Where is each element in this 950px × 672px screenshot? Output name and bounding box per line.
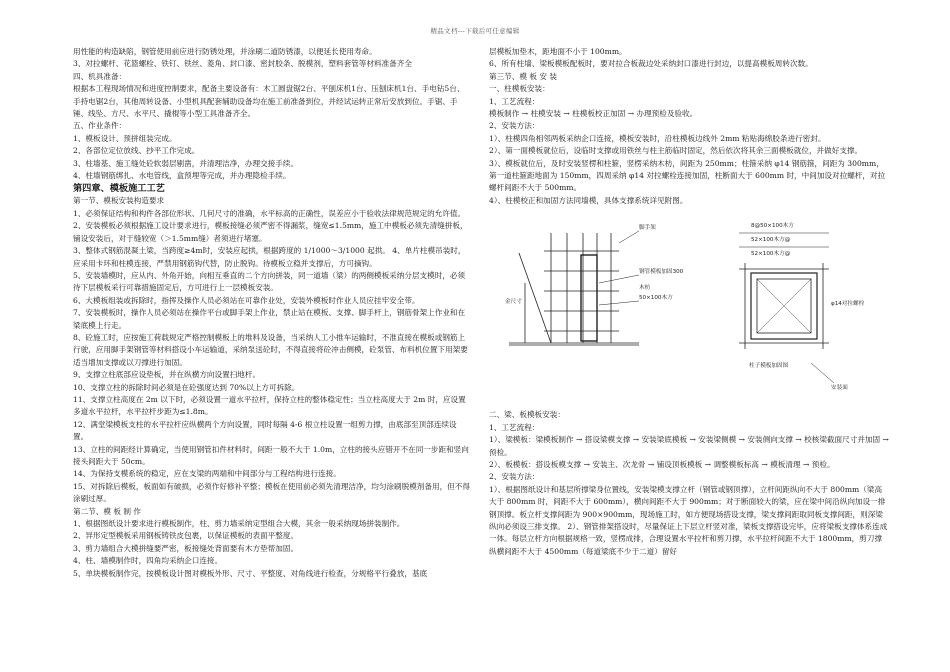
paragraph: 二、梁、板模板安装： — [489, 410, 565, 420]
paragraph: 2）、第一面模板就位后，设临时支撑或用铁丝与柱主筋临时固定，然后依次将其余三面模板就位，并做好支撑。 — [489, 146, 863, 156]
paragraph: 3）、模板就位后，及时安装竖楞和柱箍，竖楞采纳木枋，间距为 250mm；柱箍采纳 φ14 钢筋箍，间距为 300mm，第一道柱箍距地面为 150mm，四周采纳 φ14 对拉螺栓连接加固，柱断面大于 600mm 时，中间加设对拉螺杆，对拉螺杆间距不大于 500mm。 — [489, 158, 886, 193]
header-note: 精品文档---下载后可任意编辑 — [430, 27, 520, 35]
paragraph: 1）、梁模板：梁模板制作 → 搭设梁模支撑 → 安装梁底模板 → 安装梁侧模 → 安装侧向支撑 → 校核梁截面尺寸并加固 → 预检。 — [489, 435, 889, 457]
leader-bottom — [811, 363, 834, 383]
figure-caption: 柱子模板加固图 — [749, 363, 789, 370]
right-column-top-text — [489, 46, 889, 207]
paragraph: 6、所有柱墙、梁板模板配板时，要对拉合板裁边处采纳封口漆进行封边，以提高模板周转次数。 — [489, 59, 813, 69]
paragraph: 2、安装方法： — [489, 121, 540, 131]
leader-batten — [599, 301, 639, 305]
brace-line — [519, 253, 551, 343]
paragraph: 8、砼施工时，应按施工荷载规定严格控制模板上的堆料及设备，当采纳人工小推车运输时，不准直接在模板或钢筋上行驶，应用脚手架钢管等材料搭设小车运输道，采纳泵送砼时，不得直接将砼冲击侧模，砼泵管、布料机位置下用架要适当增加支撑或以刀撑进行加固。 — [73, 332, 468, 367]
paragraph: 第一节、模板安装构造要求 — [73, 196, 165, 206]
paragraph: 五、作业条件： — [73, 121, 127, 131]
formwork-drawing — [489, 213, 889, 409]
paragraph: 15、对拆除后模板，板面如有破损，必须作好修补平整；模板在使用前必须先清理洁净，均匀涂刷脱模剂备用，但不得涂刷过厚。 — [73, 481, 470, 504]
formwork-figure — [489, 213, 889, 409]
paragraph: 层模板加垫木，距地面不小于 100mm。 — [489, 47, 627, 56]
paragraph: 1、根据图纸设计要求进行模板制作，柱、剪力墙采纳定型组合大模，其余一般采纳现场拼装制作。 — [73, 519, 405, 529]
paragraph: 模板制作 → 柱模安装 → 柱模板校正加固 → 办理预检及验收。 — [489, 109, 698, 119]
scaffold-elevation — [509, 231, 639, 345]
paragraph: 第二节、模 板 制 作 — [73, 506, 141, 516]
label-floor-left: 金尺寸 — [505, 299, 522, 306]
paragraph: 4、柱、墙模制作时，四角均采纳企口连接。 — [73, 556, 223, 566]
label-wood-size: 50×100木方 — [639, 295, 673, 302]
paragraph: 2、安装方法： — [489, 472, 540, 482]
paragraph: 第四章、模板施工工艺 — [73, 183, 165, 195]
paragraph: 1、工艺流程： — [489, 96, 540, 106]
label-scaffold: 脚手架 — [639, 225, 656, 232]
paragraph: 3、剪力墙组合大模拼缝要严密，板接缝处背面要有木方垫帮加固。 — [73, 543, 299, 553]
label-column-box: 钢管模板加固300 — [639, 269, 684, 276]
paragraph: 11、支撑立柱高度在 2m 以下时，必须设置一道水平拉杆，保持立柱的整体稳定性；当立柱高度大于 2m 时，应设置多道水平拉杆，水平拉杆步距为≤1.8m。 — [73, 394, 466, 417]
label-right-top: 8@50×100木方 — [751, 223, 794, 230]
paragraph: 2、异形定型模板采用钢板铸铁皮包裹，以保证模板的表面平整度。 — [73, 531, 299, 541]
paragraph: 1）、根据图纸设计和基层所撑梁身位置线，安装梁模支撑立杆（钢管或钢顶撑），立杆间距纵向不大于 800mm（梁高大于 800mm 时，间距不大于 600mm），横向间距不大于 900mm；对于断面较大的梁，应在梁中间沿纵向加设一排钢顶撑。板立杆支撑间距为 900×900mm，现场施工时，如方便现场搭设支撑，梁支撑间距取同板支撑间距，则深梁纵向必须设三排支撑。 2）、钢管排架搭设时，尽量保证上下层立杆竖对准，梁板支撑搭设完毕，应将梁板支撑体系连成一体。每层立杆方向根据规格一致，竖楞成排，合理设置水平拉杆和剪刀撑，水平拉杆间距不大于 1800mm，剪刀撑纵横间距不大于 4500mm（每道梁底不少于二道）留好 — [489, 484, 888, 556]
paragraph: 9、支撑立柱底部应设垫板，并在纵横方向设置扫地杆。 — [73, 370, 261, 380]
paragraph: 3、对拉螺杆、花篮螺栓、铁钉、铁丝、菱角、封口漆、密封胶条、脱模剂，塑料套管等材料准备齐全 — [73, 59, 412, 69]
paragraph: 1、工艺流程： — [489, 422, 540, 432]
paragraph: 13、立柱的间距经计算确定，当使用钢管扣件材料时，间距一般不大于 1.0m，立柱的接头应错开不在同一步距和竖向接头间距大于 50cm。 — [73, 444, 469, 466]
paragraph: 1）、柱模四角相邻两板采纳企口连接，模板安装时，沿柱模板边线外 2mm 粘贴海绵胶条进行密封。 — [489, 133, 826, 143]
paragraph: 7、安装模板时，操作人员必须站在操作平台或脚手架上作业，禁止站在模板、支撑、脚手杆上，钢筋骨架上作业和在梁底模上行走。 — [73, 308, 466, 330]
paragraph: 2）、板模板：搭设板模支撑 → 安装主、次龙骨 → 铺设顶板模板 → 调整模板标高 → 模板清理 → 预检。 — [489, 459, 835, 469]
paragraph: 第三节、模 板 安 装 — [489, 71, 557, 81]
label-right-dim2: 52×100木方@ — [751, 251, 791, 258]
paragraph: 3、柱墙基、施工缝处砼软弱层剔凿，并清理洁净，办理交接手续。 — [73, 158, 299, 168]
right-column — [489, 46, 889, 558]
paragraph: 14、为保持支模系统的稳定，应在支梁的两端和中间部分与工程结构进行连接。 — [73, 469, 341, 479]
paragraph: 12、满堂梁模板支柱的水平拉杆应纵横两个方向设置，同时每隔 4-6 根立柱设置一组剪力撑，由底部至顶部连续设置。 — [73, 419, 457, 442]
paragraph: 2、各部位定位放线、抄平工作完成。 — [73, 146, 200, 156]
paragraph: 5、安装墙模时，应从内、外角开始，向相互垂直的二个方向拼装，同一道墙（梁）的两侧模板采纳分层支模时，必须待下层模板采行可靠措施固定后，方可进行上一层模板安装。 — [73, 270, 466, 293]
label-bottom-right: 安装面 — [831, 385, 848, 392]
paragraph: 四、机具准备： — [73, 71, 127, 81]
paragraph: 用性能的构造缺陷，钢管使用前应进行防锈处理，并涂刷二道防锈漆，以便延长使用寿命。 — [73, 47, 377, 56]
paragraph: 6、大模板组装或拆除时，指挥及操作人员必须站在可靠作业处，安装外模板时作业人员应挂牢安全带。 — [73, 295, 420, 305]
label-right-side: φ14对拉螺栓 — [831, 301, 865, 308]
paragraph: 1、必须保证结构和构件各部位形状、几何尺寸的准确，水平标高的正确性，误差应小于验收法律规范规定的允许值。 — [73, 208, 466, 218]
paragraph: 根据本工程现场情况和进度控制要求，配备主要设备有：木工圆盘锯2台、平刨床机1台、压刨床机1台、手电钻5台、手持电锯2台，其他周转设备、小型机具配套辅助设备均在施工前准备到位，并经试运转正常后安放到位。手锯、手锤、线坠、方尺、水平尺、撬棍等小型工具准备齐全。 — [73, 84, 465, 119]
leader-column — [599, 275, 639, 283]
paragraph: 10、支撑立柱的拆除时间必须是在砼强度达到 70%以上方可拆除。 — [73, 382, 300, 392]
right-column-bottom-text — [489, 409, 889, 558]
paragraph: 3、整体式钢筋混凝土梁，当跨度≥4m时，安装应起拱，根据跨度的 1/1000～3/1000 起拱。 4、单片柱模吊装时，应采用卡环和柱模连接，严禁用钢筋钩代替，防止脱钩。待模板立稳并支撑后，方可摘钩。 — [73, 246, 466, 268]
paragraph: 2、安装模板必须根据施工设计要求进行，模板接缝必须严密不得漏浆，缝宽≤1.5mm，施工中模板必须先清缝拼板，铺设安装后，对于缝较宽（＞1.5mm缝）者须进行堵塞。 — [73, 221, 468, 243]
paragraph: 4）、柱模校正和加固方法同墙模，具体支撑系统详见附图。 — [489, 195, 688, 205]
paragraph: 1、模板设计、预拼组装完成。 — [73, 133, 177, 143]
paragraph: 5、单块模板制作完，按模板设计图对模板外形、尺寸、平整度、对角线进行检查，分规格平行叠放，基底 — [73, 568, 428, 578]
left-column — [73, 46, 471, 580]
leader-scaffold — [619, 231, 639, 243]
paragraph: 4、柱墙钢筋绑扎、水电管线，盒预埋等完成，并办理隐检手续。 — [73, 171, 291, 181]
paragraph: 一、柱模板安装： — [489, 84, 550, 94]
label-batten: 木枋 — [639, 285, 651, 292]
label-right-dim1: 52×100木方@ — [751, 237, 791, 244]
column-form — [581, 255, 597, 341]
